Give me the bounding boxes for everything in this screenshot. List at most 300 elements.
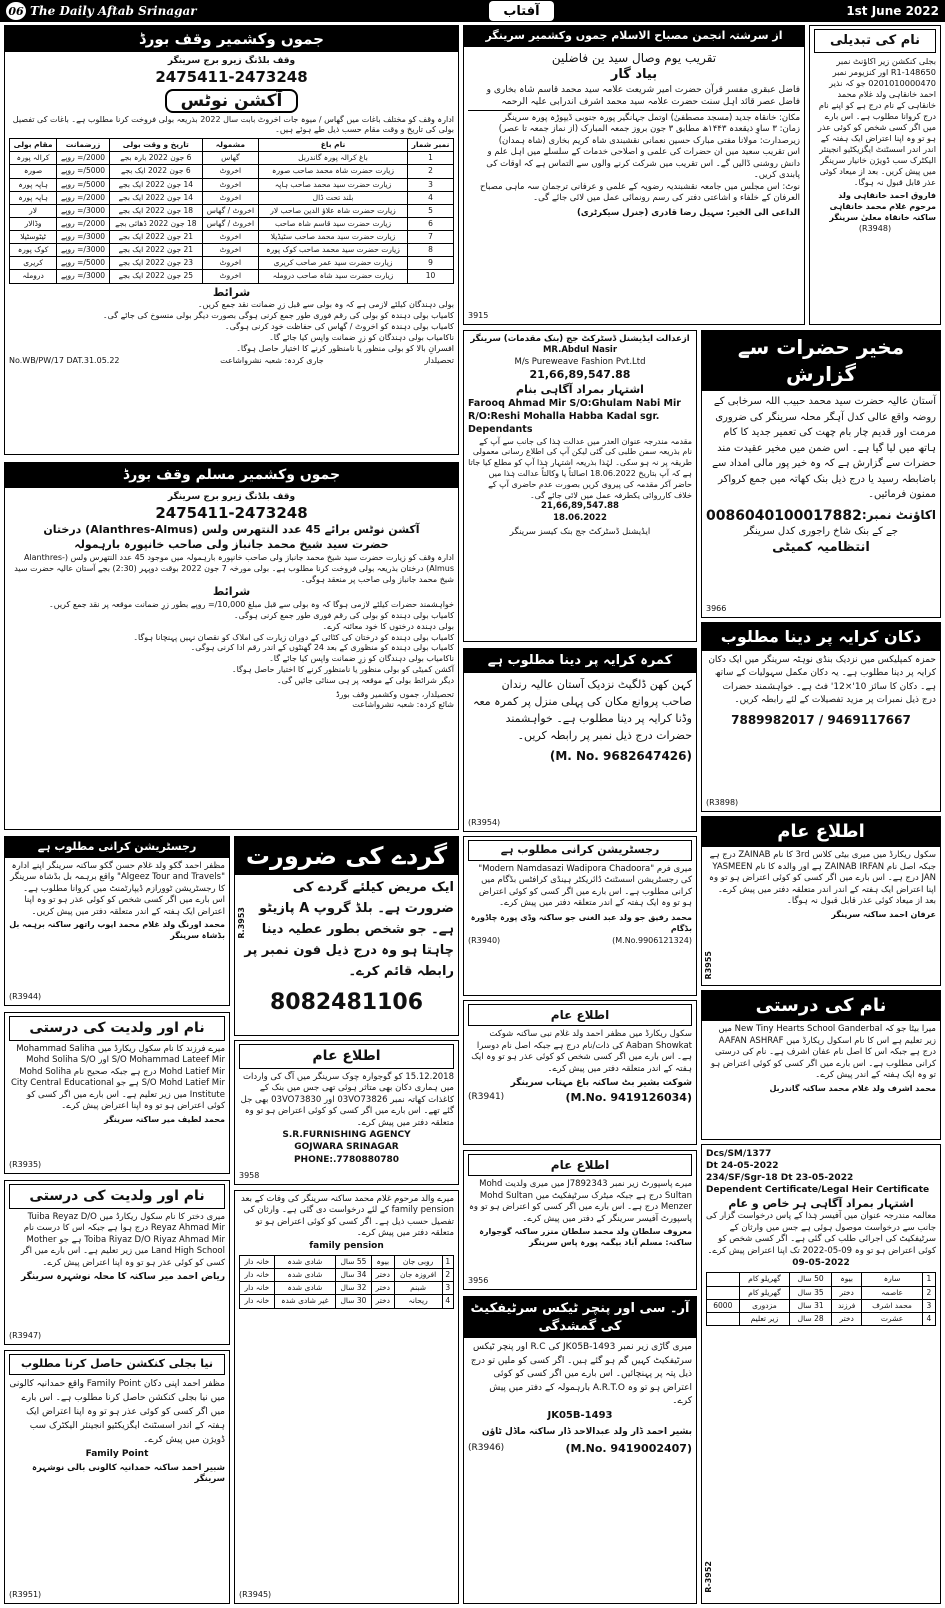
table-row	[10, 191, 454, 204]
newspaper-logo: آفتاب	[489, 1, 553, 21]
kidney-wanted-notice	[234, 836, 459, 1036]
table-cell: شادی شدہ	[274, 1282, 335, 1295]
anjuman-presiding: زیرصدارت: مولانا مفتی مبارک حسین نعمانی نقشبندی شاہ کریم بخاری (شاہ ہمدان)	[498, 135, 800, 146]
ittila4-signature: معروف سلطان ولد محمد سلطان منزر ساکنہ گوجوارہ	[479, 1227, 692, 1237]
appeal-notice	[701, 330, 941, 618]
condition-item: کامیاب بولی دہندہ کو بولی کی رقم فوری طور جمع کرنی ہوگی۔	[233, 611, 454, 620]
ittila2-phone: PHONE:.7780880780	[293, 1154, 400, 1165]
ittila3-signature: شوکت بشیر بٹ ساکنہ باغ مہتاب سرینگر	[510, 1078, 692, 1089]
table-cell: 3000/= روپے	[57, 270, 110, 283]
table-cell: خانہ دار	[240, 1295, 275, 1308]
registration-notice-1	[4, 836, 230, 1006]
table-cell: ریحانہ	[394, 1295, 442, 1308]
family-pension-notice	[234, 1190, 459, 1604]
electric-title: نیا بجلی کنکشن حاصل کرنا مطلوب	[9, 1354, 225, 1375]
name-correction-notice	[701, 990, 941, 1140]
electric-body: مظفر احمد اپنی دکان Family Point واقع حمدانیہ کالونی میں نیا بجلی کنکشن حاصل کرنا مطلوب ہے۔ اس بارے میں اگر کسی کو کوئی عذر ہو تو وہ اپنا اعتراض ایک ہفتہ کے اندر اسسٹنٹ ایگزیکٹیو انجینئر الیکٹرک سب ڈویژن میں پیش کرے۔	[9, 1378, 225, 1445]
table-cell: 3000/= روپے	[57, 231, 110, 244]
table-cell: اخروٹ	[202, 244, 258, 257]
room-rent-phone: (M. No. 9682647426)	[549, 748, 692, 763]
condition-item: کامیاب بولی دہندہ کو منظوری کے بعد 24 گھنٹوں کے اندر رقم ادا کرنی ہوگی۔	[190, 643, 454, 653]
reg2-phone: (M.No.9906121324)	[612, 936, 692, 946]
table-cell: زیارت حضرت سید محمد صاحب سٹیڈیلا	[258, 231, 407, 244]
waqf2-issued: شائع کردہ: شعبہ نشرواشاعت	[352, 700, 454, 710]
waqf2-signoff: تحصیلدار، جموں وکشمیر وقف بورڈ	[335, 689, 454, 699]
table-cell: 25 جون 2022 ایک بجے	[109, 270, 202, 283]
shop-rent-phones: 7889982017 / 9469117667	[731, 712, 911, 727]
table-cell: 23 جون 2022 ایک بجے	[109, 257, 202, 270]
table-cell: ٹیٹوسٹیلا	[10, 231, 57, 244]
condition-item: ناکامیاب بولی دہندگان کو زرِ ضمانت واپس کیا جائے گا۔	[269, 332, 454, 342]
electric-code: (R3951)	[9, 1590, 42, 1600]
name-change-notice	[809, 25, 941, 325]
appeal-account-label: اکاؤنٹ نمبر:	[861, 507, 936, 522]
nc2-body: معالمہ مندرجہ عنوان میں آفیسر ہٰذا کے پاس درخواست گزار کی جانب سے درخواست موصول ہوئی ہے جس میں وارثان کے سرٹیفکیٹ کی اجرائی طلب کی گئی ہے۔ اگر کسی شخص کو کوئی اعتراض ہو تو وہ 09-05-2022 تک اپنا اعتراض پیش کرے۔	[705, 1211, 936, 1256]
table-cell: 2000/= روپے	[57, 217, 110, 230]
table-row	[10, 231, 454, 244]
reg2-body: میری فرم "Modern Namdasazi Wadipora Chadoora" کی رجسٹریشن اسسٹنٹ ڈائریکٹر ہینڈی کرافٹس بڈگام میں کرانی مطلوب ہے۔ اس بارے میں اگر کسی کو کوئی اعتراض ہو تو وہ ایک ہفتہ کے اندر متعلقہ دفتر میں پیش کرے۔	[478, 863, 692, 909]
waqf1-ref: No.WB/PW/17 DAT.31.05.22	[9, 356, 120, 366]
table-cell: شبنم	[394, 1282, 442, 1295]
table-row	[10, 244, 454, 257]
ittila1-body: سکول ریکارڈ میں میری بیٹی کلاس 3rd کا نام ZAINAB درج ہے جبکہ اصل نام ZAINAB IRFAN ہے اور والدہ کا نام YASMEEN JAN درج ہے۔ اس بارے میں اگر کسی کو کوئی اعتراض ہو تو وہ اپنا اعتراض ایک ہفتہ کے اندر اندر متعلقہ دفتر میں پیش کرے۔ بعد از میعاد کوئی عذر قابل قبول نہ ہوگا۔	[708, 850, 936, 907]
col-garden: نام باغ	[258, 139, 407, 152]
table-cell: 9	[408, 257, 454, 270]
table-cell: بیوہ	[371, 1256, 394, 1269]
waqf2-title: جموں وکشمیر مسلم وقف بورڈ	[5, 463, 458, 488]
name-change2-body: میرا بیٹا جو کہ New Tiny Hearts School Ganderbal میں زیر تعلیم ہے اس کا نام اسکول ریکارڈ میں AAFAN ASHRAF درج ہے جبکہ اس کا اصل نام عفان اشرف ہے۔ نام کی درستی کرانی مطلوب ہے۔ اس بارے میں اگر کسی کو کوئی اعتراض ہو تو وہ ایک ہفتہ کے اندر پیش کرے۔	[710, 1024, 936, 1081]
table-cell: 3	[408, 178, 454, 191]
waqf2-subtitle: آکشن نوٹس برائے 45 عدد النتھرس ولس (Alanthres-Almus) درختان	[43, 523, 420, 537]
table-row	[10, 178, 454, 191]
table-cell: 30 سال	[335, 1295, 371, 1308]
page-number: 06	[6, 2, 26, 20]
waqf2-phones: 2475411-2473248	[155, 504, 308, 523]
public-notice-2	[234, 1040, 459, 1185]
condition-item: دیگر شرائط بولی کے موقعہ پر ہی سنائی جائیں گی۔	[276, 675, 454, 685]
court-footer: ایڈیشنل ڈسٹرکٹ جج بنک کیسز سرینگر	[509, 527, 651, 538]
reg1-title: رجسٹریشن کرانی مطلوب ہے	[5, 837, 229, 858]
table-cell: 21 جون 2022 ایک بجے	[109, 231, 202, 244]
table-cell: 7	[408, 231, 454, 244]
table-cell	[707, 1286, 740, 1299]
appeal-title: مخیر حضرات سے گزارش	[702, 331, 940, 391]
table-cell: ہاپہ پورہ	[10, 178, 57, 191]
table-cell: 5	[408, 204, 454, 217]
table-cell: 18 جون 2022 ایک بجے	[109, 204, 202, 217]
rc-code: (R3946)	[468, 1443, 505, 1454]
table-cell: افروزہ جان	[394, 1269, 442, 1282]
waqf1-notice-title: آکشن نوٹس	[165, 89, 299, 113]
table-cell: دختر	[371, 1282, 394, 1295]
masthead-left	[6, 2, 197, 20]
nc2-code: Dcs/SM/1377	[706, 1149, 772, 1159]
kidney-title: گردے کی ضرورت	[235, 837, 458, 875]
room-rent-notice	[463, 648, 697, 832]
table-cell: 1	[442, 1256, 453, 1269]
nf1-body: میرے فرزند کا نام سکول ریکارڈ میں Mohammad Saliha S/O Mohammad Lateef Mir اور Mohd Soliha S/O Mohd Latief Mir درج ہے جبکہ صحیح نام Mohd Soliha S/O Mohd Latief Mir ہے جو City Central Educational Institute میں زیر تعلیم ہے۔ اس بارے میں اگر کسی کو کوئی اعتراض ہو تو وہ اپنا اعتراض پیش کرے۔	[10, 1043, 225, 1112]
public-notice-4	[463, 1150, 697, 1290]
waqf1-signoff: تحصیلدار	[424, 356, 454, 366]
table-cell: 8	[408, 244, 454, 257]
name-change2-title: نام کی درستی	[702, 991, 940, 1021]
public-notice-3	[463, 1000, 697, 1145]
condition-item: کامیاب بولی دہندہ کو اخروٹ / گھاس کی حفاظت خود کرنی ہوگی۔	[224, 321, 454, 331]
ittila3-phone: (M.No. 9419126034)	[565, 1091, 692, 1105]
waqf-auction-notice	[4, 25, 459, 455]
waqf1-issued: جاری کردہ: شعبہ نشرواشاعت	[220, 356, 324, 366]
table-cell: دختر	[371, 1269, 394, 1282]
table-cell: عاصمہ	[862, 1286, 923, 1299]
legal-heir-notice	[701, 1144, 941, 1604]
room-rent-title: کمرہ کرایہ پر دینا مطلوب ہے	[464, 649, 696, 673]
waqf1-phones: 2475411-2473248	[155, 68, 308, 87]
reg1-body: مظفر احمد گکو ولد غلام حسن گکو ساکنہ سرینگر اپنے ادارہ "Algeez Tour and Travels" واقع برہمہ بل بڈشاہ سرینگر کا رجسٹریشن ٹوورازم ڈیپارٹمنٹ میں کروانا مطلوب ہے۔ اس بارے میں اگر کسی شخص کو کوئی عذر ہو تو وہ اپنا اعتراض ایک ہفتہ کے اندر متعلقہ دفتر میں پیش کریں۔	[10, 860, 225, 917]
anjuman-venue: مکان: خانقاہ جدید (مسجد مصطفیٰ) اوتمل جہانگیر پورہ جنوبی ڈیپوڑہ پورہ سرینگر	[502, 112, 800, 123]
table-cell: 2000/= روپے	[57, 152, 110, 165]
table-cell: بیوہ	[832, 1273, 862, 1286]
masthead-bar	[0, 0, 945, 22]
pension-code: (R3945)	[239, 1590, 272, 1600]
room-rent-code: (R3954)	[468, 818, 501, 828]
ittila1-signature: عرفان احمد ساکنہ سرینگر	[831, 909, 936, 919]
anjuman-subtitle: تقریب یوم وصال سید ین فاضلین	[551, 50, 717, 65]
table-cell: سارہ	[862, 1273, 923, 1286]
table-cell: کرالہ پورہ	[10, 152, 57, 165]
table-cell: 32 سال	[335, 1282, 371, 1295]
table-cell: اخروٹ	[202, 270, 258, 283]
nf2-body: میری دختر کا نام سکول ریکارڈ میں Tuiba Reyaz D/O Reyaz Ahmad Mir درج ہوا ہے جبکہ اس کا درست نام Toiba Riyaz D/O Riyaz Ahmad Mir ہے جو Mother Land High School میں زیر تعلیم ہے۔ اس بارے میں اگر کسی کو کوئی عذر ہو تو وہ اپنا اعتراض پیش کرے۔	[20, 1211, 225, 1268]
table-cell: صورہ	[10, 165, 57, 178]
table-cell: دروملہ	[10, 270, 57, 283]
table-cell: زیر تعلیم	[739, 1312, 790, 1325]
kidney-phone: 8082481106	[269, 990, 424, 1016]
nc2-date1: Dt 24-05-2022	[706, 1161, 779, 1172]
electric-signature: شبیر احمد ساکنہ حمدانیہ کالونی بالی نوشہرہ سرینگر	[32, 1462, 225, 1485]
table-cell: 5000/= روپے	[57, 257, 110, 270]
rc-phone: (M.No. 9419002407)	[565, 1442, 692, 1456]
table-cell: خانہ دار	[240, 1282, 275, 1295]
waqf1-title: جموں وکشمیر وقف بورڈ	[5, 26, 458, 52]
court-plaintiff: MR.Abdul Nasir	[542, 345, 618, 356]
waqf2-auction-notice	[4, 462, 459, 830]
table-row	[707, 1312, 936, 1325]
table-cell: 3	[922, 1299, 935, 1312]
table-row	[240, 1269, 454, 1282]
court-defendant: M/s Pureweave Fashion Pvt.Ltd	[514, 356, 646, 367]
nc2-code2: 234/SF/Sgr-18 Dt 23-05-2022	[706, 1173, 854, 1184]
anjuman-notice	[463, 25, 805, 325]
table-cell: زیارت حضرت سید عمر صاحب کریری	[258, 257, 407, 270]
col-serial: نمبر شمار	[408, 139, 454, 152]
name-change1-code: (R3948)	[858, 223, 892, 233]
table-cell: 6	[408, 217, 454, 230]
nf1-code: (R3935)	[9, 1160, 42, 1170]
shop-rent-body: حمزہ کمپلیکس میں نزدیک بنڈی نوہٹہ سرینگر میں ایک دکان کرایہ پر دینا مطلوب ہے۔ یہ دکان مکمل سہولیات کے ساتھ ہے۔ دکان کا سائز 10'×12' فٹ ہے۔ خواہشمند حضرات درج ذیل نمبرات پر مزید تفصیلات کے لئے رابطہ کریں۔	[708, 654, 936, 706]
reg1-signature: محمد اورنگ ولد غلام محمد ایوب راتھر ساکنہ برہمہ بل بڈشاہ سرینگر	[9, 920, 225, 940]
nf2-code: (R3947)	[9, 1331, 42, 1341]
table-cell: اخروٹ / گھاس	[202, 204, 258, 217]
electric-shop: Family Point	[85, 1448, 149, 1459]
table-cell: 18 جون 2022 ڈھائی بجے	[109, 217, 202, 230]
condition-item: خواہشمند حضرات کیلئے لازمی ہوگا کہ وہ بولی سے قبل مبلغ 10,000/= روپے بطور زرِ ضمانت موقعہ پر نقد جمع کریں۔	[49, 600, 454, 610]
reg1-code: (R3944)	[9, 992, 42, 1002]
room-rent-body: کہن کھن ڈلگیٹ نزدیک آستان عالیہ رندان صاحب پروانع مکان کی پہلی منزل پر کمرہ معہ وڈنا کرایہ پر دینا مطلوب ہے۔ خواہشمند حضرات درج ذیل نمبر پر رابطہ کریں۔	[473, 677, 692, 742]
table-cell: 6 جون 2022 بارہ بجے	[109, 152, 202, 165]
table-cell: کوک پورہ	[10, 244, 57, 257]
anjuman-code: 3915	[468, 311, 489, 321]
waqf2-conditions	[9, 600, 454, 686]
table-cell: 4	[408, 191, 454, 204]
table-cell: 31 سال	[790, 1299, 832, 1312]
table-cell: بلند تحت ڈال	[258, 191, 407, 204]
table-cell: دختر	[832, 1286, 862, 1299]
table-cell: وڈالار	[10, 217, 57, 230]
court-notice	[463, 330, 697, 642]
waqf1-conditions	[9, 300, 454, 354]
shop-rent-code: (R3898)	[706, 798, 739, 808]
table-cell: لار	[10, 204, 57, 217]
table-cell: کریری	[10, 257, 57, 270]
table-cell: 3000/= روپے	[57, 204, 110, 217]
shop-rent-notice	[701, 622, 941, 812]
rc-signature: بشیر احمد ڈار ولد عبدالاحد ڈار ساکنہ ماڈل ٹاؤن	[481, 1427, 692, 1438]
nc2-cert: Dependent Certificate/Legal Heir Certificate	[706, 1185, 930, 1196]
ittila1-title: اطلاع عام	[702, 817, 940, 847]
table-cell: باغ کرالہ پورہ گاندربل	[258, 152, 407, 165]
table-cell: اخروٹ	[202, 165, 258, 178]
table-cell: غیر شادی شدہ	[274, 1295, 335, 1308]
kidney-body: ایک مریض کیلئے گردے کی ضرورت ہے۔ بلڈ گروپ A پازیٹو ہے۔ جو شخص بطور عطیہ دینا چاہتا ہو وہ درج ذیل فون نمبر پر رابطہ قائم کرے۔	[244, 880, 454, 979]
table-row	[240, 1282, 454, 1295]
table-cell: اخروٹ	[202, 178, 258, 191]
name-change1-title: نام کی تبدیلی	[814, 29, 936, 53]
appeal-account: 0086040100017882	[706, 507, 862, 524]
name-change1-body: بجلی کنکشن زیر اکاؤنٹ نمبر 148650-R1 اور کنزیومر نمبر 0201010000470 جو کہ نذیر احمد خانقاہی ولد غلام محمد خانقاہی کے نام درج ہے کو اپنے نام درج کروانا مطلوب ہے۔ اس بارے میں اگر کسی شخص کو کوئی عذر ہو تو وہ اپنا اعتراض ایک ہفتہ کے اندر اندر اسسٹنٹ ایگزیکٹیو انجینئر الیکٹرک سب ڈویژن خانیار سرینگر میں پیش کریں۔ بعد از میعاد کوئی عذر قابل قبول نہ ہوگا۔	[817, 55, 936, 188]
table-cell: 6000	[707, 1299, 740, 1312]
table-cell: زیارت حضرت سید شاہ صاحب دروملہ	[258, 270, 407, 283]
ittila3-code: (R3941)	[468, 1092, 505, 1103]
table-cell: محمد اشرف	[862, 1299, 923, 1312]
pension-label: family pension	[309, 1240, 384, 1251]
table-cell: 55 سال	[335, 1256, 371, 1269]
anjuman-heading: بیاد گار	[610, 67, 658, 83]
table-cell: اخروٹ / گھاس	[202, 217, 258, 230]
reg2-code: (R3940)	[468, 936, 501, 946]
anjuman-title: از سرشتہ انجمن مصباح الاسلام جموں وکشمیر سرینگر	[464, 26, 804, 47]
table-cell: 10	[408, 270, 454, 283]
nc2-date2: 09-05-2022	[792, 1258, 850, 1269]
waqf1-table	[9, 138, 454, 283]
registration-notice-2	[463, 836, 697, 996]
table-cell: مزدوری	[739, 1299, 790, 1312]
waqf1-intro: ادارہ وقف کو مختلف باغات میں گھاس / میوہ جات اخروٹ بابت سال 2022 بذریعہ بولی فروخت کرنا مطلوب ہے۔ باغات کی تفصیل بولی کی تاریخ و وقت مقام حسب ذیل طے ہوئے ہیں۔	[12, 114, 454, 135]
name-change2-signature: محمد اشرف ولد غلام محمد ساکنہ گاندربل	[769, 1083, 936, 1093]
ittila2-place: GOJWARA SRINAGAR	[294, 1142, 399, 1153]
table-cell: شادی شدہ	[274, 1256, 335, 1269]
table-cell: 14 جون 2022 ایک بجے	[109, 191, 202, 204]
nf2-signature: ریاض احمد میر ساکنہ کا محلہ نوشہرہ سرینگر	[20, 1272, 225, 1283]
pension-body: میرے والد مرحوم غلام محمد ساکنہ سرینگر کی وفات کے بعد family pension کے لئے درخواست دی گئی ہے۔ وارثان کی تفصیل حسب ذیل ہے۔ اگر کسی کو کوئی اعتراض ہو تو متعلقہ دفتر میں پیش کرے۔	[241, 1194, 454, 1239]
ittila2-body: 15.12.2018 کو گوجوارہ چوک سرینگر میں آگ کی واردات میں ہماری دکان بھی متاثر ہوئی تھی جس میں بنک کے کاغذات کھاتہ نمبر 03VO73826 اور 03VO73830 بھی جل گئے تھے۔ اس بارے میں اگر کسی کو کوئی اعتراض ہو تو وہ متعلقہ دفتر میں پیش کرے۔	[240, 1071, 454, 1128]
waqf1-table-body	[10, 152, 454, 283]
court-title: اشتہار بمراد آگاہی بنام	[516, 383, 644, 397]
table-cell: شادی شدہ	[274, 1269, 335, 1282]
table-row	[707, 1273, 936, 1286]
table-cell: فرزند	[832, 1299, 862, 1312]
table-cell: 2	[408, 165, 454, 178]
table-cell: 21 جون 2022 ایک بجے	[109, 244, 202, 257]
table-cell: عشرت	[862, 1312, 923, 1325]
rc-body: میری گاڑی زیر نمبر JK05B-1493 کی R.C اور پنچر ٹیکس سرٹیفکیٹ کہیں گم ہو گئے ہیں۔ اگر کسی کو ملیں تو درج ذیل پتہ پر پہنچائیں۔ اس بارے میں اگر کسی کو کوئی اعتراض ہو تو وہ A.R.T.O بارہمولہ کے دفتر میں پیش کرے۔	[470, 1342, 692, 1407]
condition-item: افسرانِ بالا کو بولی منظور یا نامنظور کرنے کا اختیار حاصل ہوگا۔	[236, 343, 454, 353]
table-cell: ہاپہ پورہ	[10, 191, 57, 204]
table-cell: 6 جون 2022 ایک بجے	[109, 165, 202, 178]
ittila2-firm: S.R.FURNISHING AGENCY	[282, 1130, 411, 1141]
nc2-code3: R-3952	[704, 1561, 713, 1593]
ittila4-place: ساکنہ: مسلم آباد بیگمہ پورہ پاس سرینگر	[529, 1237, 692, 1247]
table-cell: زیارت حضرت سید محمد صاحب ہاپہ	[258, 178, 407, 191]
table-row	[10, 152, 454, 165]
table-cell: 2000/= روپے	[57, 191, 110, 204]
appeal-body: آستان عالیہ حضرت سید محمد حبیب اللہ سرخابی کے روضہ واقع عالی کدل آہگر محلہ سرینگر کی ضروری مرمت اور قدیم چار بام چھت کی تعمیر جدید کا کام ہاتھ میں لیا گیا ہے۔ اس ضمن میں مخیر عقیدت مند حضرات سے گزارش ہے کہ وہ خیر پور مالی امداد سے باضابطہ رسید یا درج ذیل بنک کھاتہ میں جمع کرواکر ممنون فرمائیں۔	[712, 396, 936, 500]
waqf1-address: وقف بلڈنگ زیرو برج سرینگر	[167, 56, 296, 67]
pension-table	[239, 1255, 454, 1309]
appeal-bank: جے کے بنک شاخ راجوری کدل سرینگر	[744, 526, 898, 538]
condition-item: بولی دہندگان کیلئے لازمی ہے کہ وہ بولی سے قبل زرِ ضمانت نقد جمع کریں۔	[197, 300, 454, 310]
waqf2-address: وقف بلڈنگ زیرو برج سرینگر	[167, 491, 296, 502]
appeal-committee: انتظامیہ کمیٹی	[772, 539, 870, 555]
table-cell: دختر	[832, 1312, 862, 1325]
condition-item: کامیاب بولی دہندہ کو بولی کی رقم فوری طور جمع کرنی ہوگی بصورت دیگر بولی منسوخ کی جائے گی۔	[102, 311, 454, 321]
ittila4-title: اطلاع عام	[468, 1154, 692, 1176]
col-deposit: زرضمانت	[57, 139, 110, 152]
ittila3-title: اطلاع عام	[468, 1004, 692, 1026]
anjuman-names: فاضل عبقری مفسر قرآن حضرت امیر شریعت علامہ سید محمد قاسم شاہ بخاری و فاضل عصر قائد اہل سنت حضرت علامہ سید محمد اشرف اندرابی علیہ الرحمہ	[486, 84, 800, 107]
ittila4-code: 3956	[468, 1276, 489, 1286]
table-cell: 34 سال	[335, 1269, 371, 1282]
table-cell: 2	[442, 1269, 453, 1282]
table-cell	[707, 1273, 740, 1286]
table-cell: 5000/= روپے	[57, 178, 110, 191]
table-cell: زیارت حضرت سید قاسم شاہ صاحب	[258, 217, 407, 230]
table-cell: 4	[922, 1312, 935, 1325]
table-cell: خانہ دار	[240, 1269, 275, 1282]
paper-name: The Daily Aftab Srinagar	[30, 4, 197, 18]
court-amount2: 21,66,89,547.88	[541, 501, 619, 512]
table-row	[10, 257, 454, 270]
table-row	[707, 1286, 936, 1299]
name-change1-signature: فاروق احمد خانقاہی ولد مرحوم غلام محمد خانقاہی ساکنہ خانقاہ معلیٰ سرینگر	[829, 191, 936, 222]
col-content: مشمولہ	[202, 139, 258, 152]
table-cell: دختر	[371, 1295, 394, 1308]
table-cell: 3000/= روپے	[57, 244, 110, 257]
ittila2-title: اطلاع عام	[239, 1044, 454, 1069]
anjuman-extra: نوٹ: اس مجلس میں جامعہ نقشبندیہ رضویہ کے علمی و عرفانی ترجمان سہ ماہی مصباح العرفان کے خلفاء و اشاعتی دفتر کی رسم رونمائی عمل میں لائی جائے گی۔	[479, 181, 800, 204]
name-parentage-correction-1	[4, 1012, 230, 1174]
table-cell: 1	[922, 1273, 935, 1286]
table-cell: گھاس	[202, 152, 258, 165]
anjuman-note: اس تقریب سعید میں ان حضرات کی علمی و اصلاحی خدمات کے سلسلے میں اہل علم و دانش روشنی ڈالیں گے۔ اس تقریب میں شرکت کرنے والوں سے التماس ہے کہ اوقات کی پابندی کریں۔	[486, 147, 800, 181]
waqf2-subtitle2: حضرت سید شیخ محمد جانباز ولی صاحب خانپورہ بارہمولہ	[74, 538, 389, 552]
waqf2-conditions-title: شرائط	[212, 585, 251, 599]
electric-connection-notice	[4, 1350, 230, 1604]
condition-item: آکشن کمیٹی کو بولی منظور یا نامنظور کرنے کا اختیار حاصل ہوگا۔	[231, 664, 454, 674]
table-row	[10, 270, 454, 283]
table-cell: روبی جان	[394, 1256, 442, 1269]
table-row	[10, 204, 454, 217]
table-cell: گھریلو کام	[739, 1286, 790, 1299]
nf1-title: نام اور ولدیت کی درستی	[9, 1016, 225, 1041]
table-row	[240, 1256, 454, 1269]
anjuman-caller: الداعی الی الخیر: سہیل رضا قادری (جنرل سیکرٹری)	[577, 207, 800, 218]
table-cell: 1	[408, 152, 454, 165]
table-cell: 14 جون 2022 ایک بجے	[109, 178, 202, 191]
ittila3-body: سکول ریکارڈ میں مظفر احمد ولد غلام نبی ساکنہ شوکت Aaban Showkat کی ذات/نام درج ہے جبکہ اصل نام دوسرا ہے۔ اس بارے میں اگر کسی شخص کو کوئی عذر ہو تو وہ ایک ہفتہ کے اندر متعلقہ دفتر میں پیش کرے۔	[471, 1029, 692, 1074]
condition-item: بولی دہندہ درختوں کا خود معائنہ کرے۔	[322, 621, 454, 631]
table-cell: اخروٹ	[202, 257, 258, 270]
rc-title: آر۔ سی اور پنچر ٹیکس سرٹیفکیٹ کی گمشدگی	[464, 1297, 696, 1338]
table-cell: 35 سال	[790, 1286, 832, 1299]
rc-vehicle: JK05B-1493	[547, 1409, 613, 1421]
kidney-code: R.3953	[237, 907, 246, 939]
nc2-title: اشتہار بمراد آگاہی ہر خاص و عام	[728, 1196, 914, 1210]
court-header: ازعدالت ایڈیشنل ڈسٹرکٹ جج (بنک مقدمات) سرینگر	[470, 334, 690, 344]
court-body: مقدمہ مندرجہ عنوان العدر میں عدالت ہٰذا کی جانب سے آپ کے نام بذریعہ سمن طلبی کی گئی لیکن آپ کی اطلاع رسانی معمولی طریقہ پر نہ ہو سکی۔ لہٰذا بذریعہ اشتہار ہٰذا آپ کو مطلع کیا جاتا ہے کہ آپ بتاریخ 18.06.2022 اصالتاً یا وکالتاً عدالت ہٰذا میں حاضر آکر مقدمہ کی پیروی کریں بصورت عدم حاضری آپ کے خلاف کارروائی یکطرفہ عمل میں لائی جائے گی۔	[468, 436, 692, 500]
ittila2-code: 3958	[239, 1171, 260, 1181]
court-date: 18.06.2022	[553, 512, 607, 523]
waqf2-body: ادارہ وقف کو زیارت حضرت سید شیخ محمد جانباز ولی صاحب خانپورہ بارہمولہ میں موجود 45 عدد النتھرس ولس (Alanthres-Almus) درختان بذریعہ بولی فروخت کرنا مطلوب ہے۔ بولی مورخہ 7 جون 2022 بوقت دوپہر (2:30) بجے آستان عالیہ حضرت سید شیخ محمد جانباز ولی صاحب پر منعقد ہوگی۔	[14, 552, 454, 584]
nf1-signature: محمد لطیف میر ساکنہ سرینگر	[104, 1114, 225, 1124]
table-cell: اخروٹ	[202, 231, 258, 244]
table-cell: زیارت حضرت شاہ محمد صاحب صورہ	[258, 165, 407, 178]
table-cell: گھریلو کام	[739, 1273, 790, 1286]
table-row	[707, 1299, 936, 1312]
rc-lost-notice	[463, 1296, 697, 1604]
table-cell: 5000/= روپے	[57, 165, 110, 178]
shop-rent-title: دکان کرایہ پر دینا مطلوب	[702, 623, 940, 651]
waqf1-conditions-title: شرائط	[212, 285, 251, 299]
appeal-code: 3966	[706, 604, 727, 614]
court-party: Farooq Ahmad Mir S/O:Ghulam Nabi Mir R/O:Reshi Mohalla Habba Kadal sgr. Dependants	[468, 398, 681, 435]
anjuman-time: زمان: ۳ ساوِ ذیقعدہ ۱۴۴۳ھ مطابق ۳ جون بروز جمعہ المبارک (از نماز جمعہ تا عصر)	[498, 124, 800, 135]
issue-date: 1st June 2022	[846, 4, 939, 18]
col-date: تاریخ و وقت بولی	[109, 139, 202, 152]
table-cell: 50 سال	[790, 1273, 832, 1286]
table-cell: 28 سال	[790, 1312, 832, 1325]
table-row	[240, 1295, 454, 1308]
nf2-title: نام اور ولدیت کی درستی	[9, 1184, 225, 1209]
table-row	[10, 165, 454, 178]
name-parentage-correction-2	[4, 1180, 230, 1345]
table-cell: 4	[442, 1295, 453, 1308]
table-cell: زیارت حضرت سید محمد صاحب کوک پورہ	[258, 244, 407, 257]
table-cell: 3	[442, 1282, 453, 1295]
table-cell: اخروٹ	[202, 191, 258, 204]
table-row	[10, 217, 454, 230]
condition-item: ناکامیاب بولی دہندگان کو زرِ ضمانت واپس کیا جائے گا۔	[269, 654, 454, 664]
table-cell	[707, 1312, 740, 1325]
ittila4-body: میرے پاسپورٹ زیر نمبر J7892343 میں میری ولدیت Mohd Sultan درج ہے جبکہ میٹرک سرٹیفکیٹ میں Mohd Sultan Menzer درج ہے۔ اس بارے میں اگر کسی کو اعتراض ہو تو وہ پاسپورٹ آفیسر سرینگر کے دفتر میں پیش کرے۔	[468, 1179, 692, 1224]
public-notice-1	[701, 816, 941, 986]
condition-item: کامیاب بولی دہندہ کو درختان کی کٹائی کے دوران زیارت کی املاک کو نقصان نہیں پہنچانا ہوگا۔	[133, 632, 454, 642]
table-cell: خانہ دار	[240, 1256, 275, 1269]
reg2-title: رجسٹریشن کرانی مطلوب ہے	[468, 840, 692, 861]
court-amount: 21,66,89,547.88	[529, 368, 631, 382]
col-venue: مقام بولی	[10, 139, 57, 152]
table-cell: 2	[922, 1286, 935, 1299]
ittila1-code: R3955	[704, 950, 713, 979]
